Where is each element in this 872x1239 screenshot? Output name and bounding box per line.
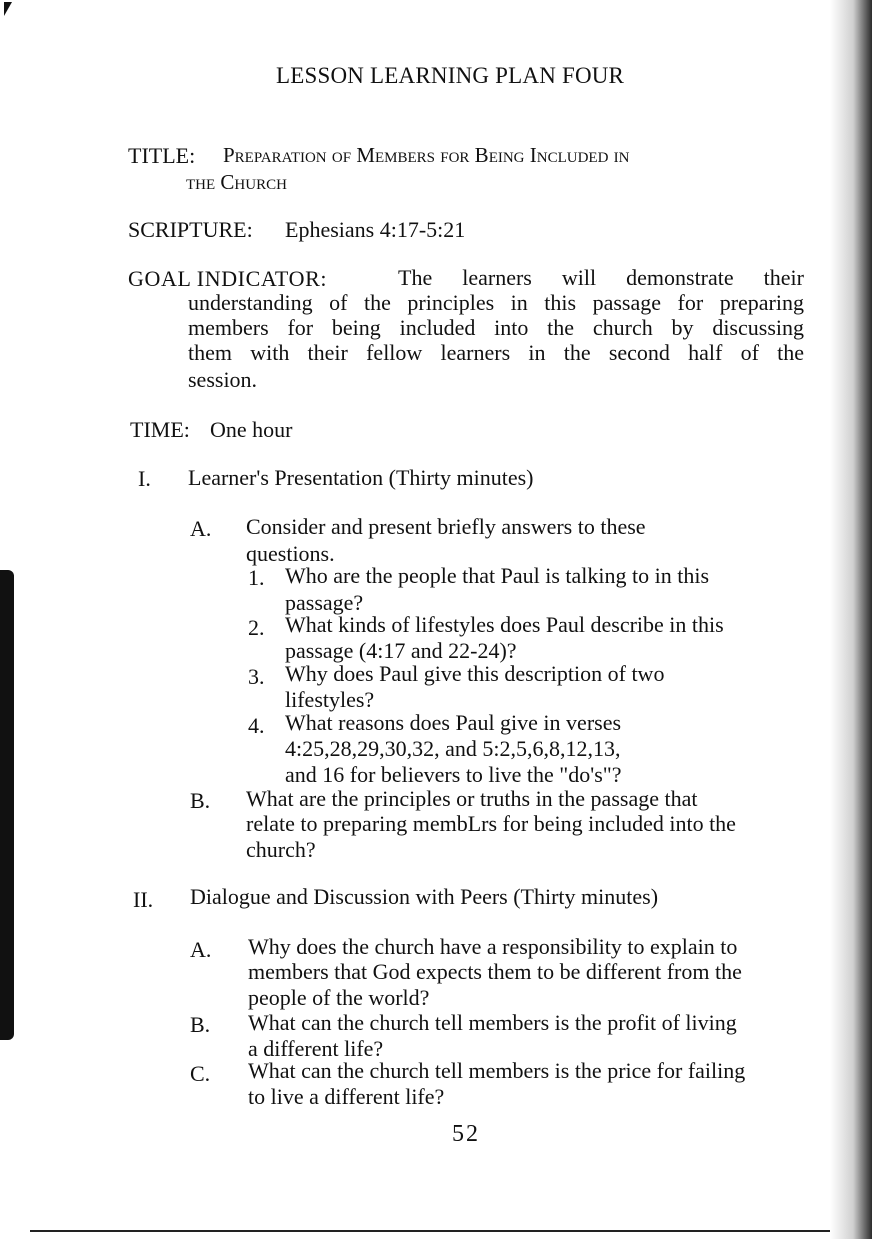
question-4-line-1: What reasons does Paul give in verses bbox=[285, 710, 622, 735]
title-line-1: Preparation of Members for Being Included in bbox=[223, 143, 630, 167]
section-1-heading: Learner's Presentation (Thirty minutes) bbox=[188, 465, 534, 490]
section-2-item-a-line-1: Why does the church have a responsibility to explain to bbox=[248, 934, 738, 959]
section-2-marker: II. bbox=[133, 887, 154, 912]
section-2-item-c-line-1: What can the church tell members is the price for failing bbox=[248, 1058, 746, 1083]
section-2-item-b-marker: B. bbox=[190, 1012, 211, 1037]
scan-shadow-left bbox=[0, 570, 14, 1040]
section-1-item-b-line-3: church? bbox=[246, 837, 316, 862]
section-1-item-b-line-2: relate to preparing membLrs for being included into the bbox=[246, 811, 736, 836]
question-3-marker: 3. bbox=[248, 664, 265, 689]
question-4-line-3: and 16 for believers to live the "do's"? bbox=[285, 762, 622, 787]
section-1-item-a-line-2: questions. bbox=[246, 541, 335, 566]
time-label: TIME: bbox=[130, 417, 190, 442]
question-1-line-2: passage? bbox=[285, 590, 364, 615]
section-1-item-a-line-1: Consider and present briefly answers to these bbox=[246, 514, 646, 539]
question-1-line-1: Who are the people that Paul is talking to in this bbox=[285, 563, 710, 588]
section-2-item-c-marker: C. bbox=[190, 1061, 211, 1086]
time-value: One hour bbox=[210, 417, 293, 442]
goal-label: GOAL INDICATOR: bbox=[128, 266, 328, 291]
scripture-value: Ephesians 4:17-5:21 bbox=[285, 217, 466, 242]
question-3-line-1: Why does Paul give this description of two bbox=[285, 661, 665, 686]
section-1-marker: I. bbox=[138, 466, 151, 491]
page-number: 52 bbox=[452, 1121, 480, 1147]
question-3-line-2: lifestyles? bbox=[285, 687, 375, 712]
section-2-item-b-line-1: What can the church tell members is the profit of living bbox=[248, 1010, 737, 1035]
goal-line-2: understanding of the principles in this passage for preparing bbox=[188, 290, 804, 315]
section-2-item-a-line-3: people of the world? bbox=[248, 985, 430, 1010]
section-1-item-b-line-1: What are the principles or truths in the passage that bbox=[246, 786, 698, 811]
goal-line-5: session. bbox=[188, 367, 258, 392]
section-2-item-a-line-2: members that God expects them to be different from the bbox=[248, 959, 742, 984]
section-2-item-b-line-2: a different life? bbox=[248, 1036, 384, 1061]
section-1-item-b-marker: B. bbox=[190, 788, 211, 813]
section-2-item-a-marker: A. bbox=[190, 937, 212, 962]
question-4-marker: 4. bbox=[248, 713, 265, 738]
goal-line-1: The learners will demonstrate their bbox=[398, 265, 804, 290]
goal-line-3: members for being included into the church by discussing bbox=[188, 315, 804, 340]
question-2-line-2: passage (4:17 and 22-24)? bbox=[285, 638, 517, 663]
scan-shadow-right bbox=[830, 0, 872, 1239]
section-1-item-a-marker: A. bbox=[190, 516, 212, 541]
question-2-marker: 2. bbox=[248, 615, 265, 640]
title-line-2: the Church bbox=[186, 170, 287, 194]
question-1-marker: 1. bbox=[248, 565, 265, 590]
title-label: TITLE: bbox=[128, 143, 196, 168]
section-2-item-c-line-2: to live a different life? bbox=[248, 1084, 445, 1109]
section-2-heading: Dialogue and Discussion with Peers (Thirty minutes) bbox=[190, 884, 659, 909]
page-bottom-edge bbox=[30, 1230, 830, 1232]
question-4-line-2: 4:25,28,29,30,32, and 5:2,5,6,8,12,13, bbox=[285, 736, 621, 761]
page-heading: LESSON LEARNING PLAN FOUR bbox=[276, 63, 625, 88]
corner-mark bbox=[4, 2, 12, 16]
scripture-label: SCRIPTURE: bbox=[128, 217, 253, 242]
question-2-line-1: What kinds of lifestyles does Paul describe in this bbox=[285, 612, 724, 637]
goal-line-4: them with their fellow learners in the second half of the bbox=[188, 340, 804, 365]
